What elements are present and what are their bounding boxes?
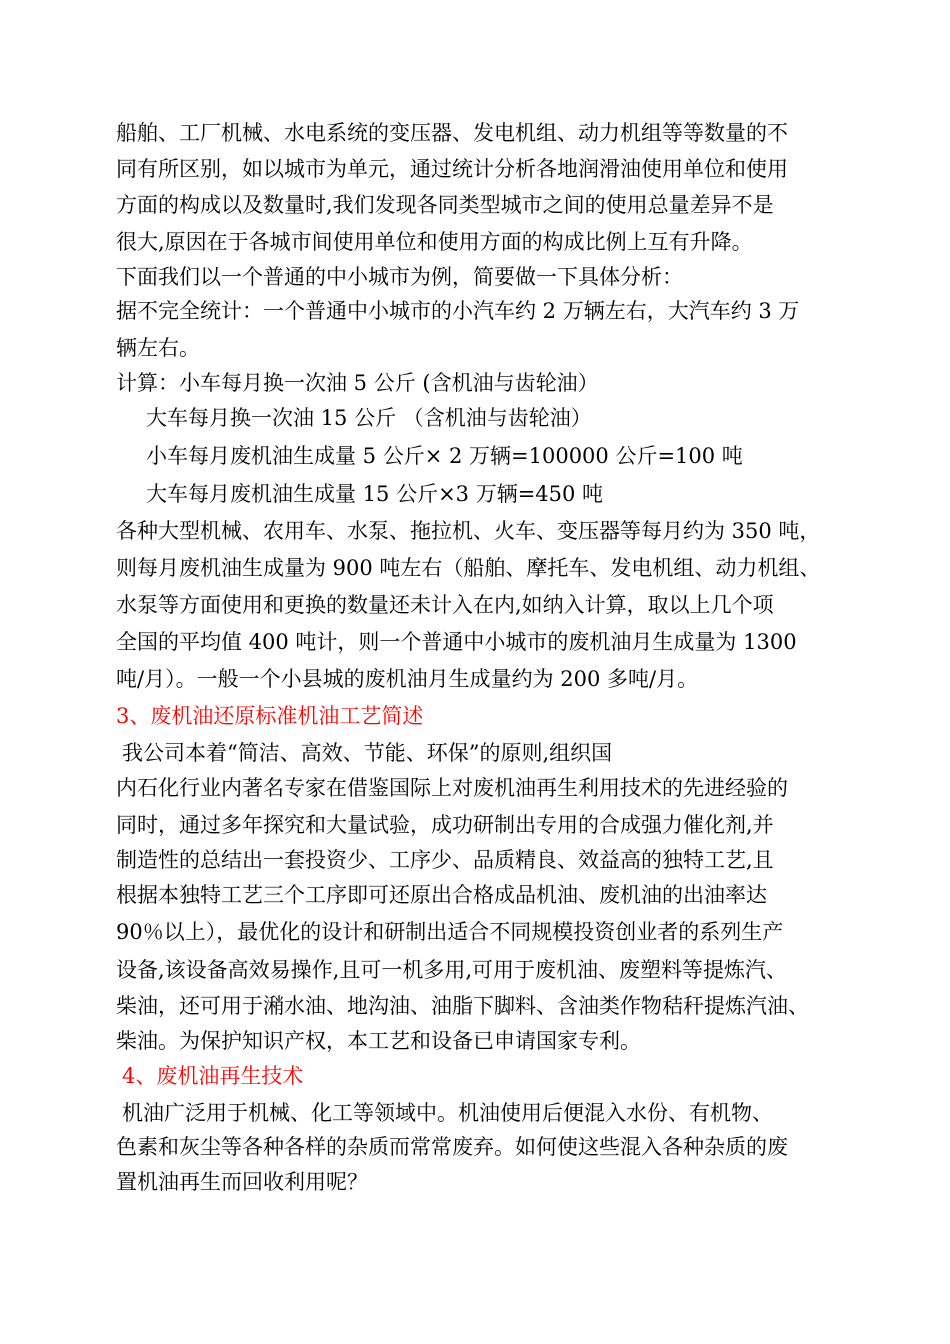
paragraph-line: 很大,原因在于各城市间使用单位和使用方面的构成比例上互有升降。 — [116, 230, 753, 254]
paragraph-line: 同时，通过多年探究和大量试验，成功研制出专用的合成强力催化剂,并 — [116, 813, 774, 837]
paragraph-line: 同有所区别，如以城市为单元，通过统计分析各地润滑油使用单位和使用 — [116, 157, 788, 181]
calc-line: 大车每月换一次油 15 公斤 （含机油与齿轮油） — [146, 406, 592, 430]
calc-line: 小车每月废机油生成量 5 公斤× 2 万辆=100000 公斤=100 吨 — [146, 444, 743, 468]
paragraph-line: 各种大型机械、农用车、水泵、拖拉机、火车、变压器等每月约为 350 吨， — [116, 519, 821, 543]
paragraph-line: 柴油。为保护知识产权，本工艺和设备已申请国家专利。 — [116, 1029, 641, 1053]
section-heading: 3、废机油还原标准机油工艺简述 — [116, 704, 424, 728]
section-heading: 4、废机油再生技术 — [122, 1064, 304, 1088]
paragraph-line: 柴油，还可用于潲水油、地沟油、油脂下脚料、含油类作物秸秆提炼汽油、 — [116, 994, 809, 1018]
paragraph-line: 水泵等方面使用和更换的数量还未计入在内,如纳入计算，取以上几个项 — [116, 593, 774, 617]
paragraph-line: 全国的平均值 400 吨计，则一个普通中小城市的废机油月生成量为 1300 — [116, 630, 797, 654]
paragraph-line: 吨/月）。一般一个小县城的废机油月生成量约为 200 多吨/月。 — [116, 667, 699, 691]
paragraph-line: 据不完全统计：一个普通中小城市的小汽车约 2 万辆左右，大汽车约 3 万 — [116, 299, 800, 323]
paragraph-line: 则每月废机油生成量为 900 吨左右（船舶、摩托车、发电机组、动力机组、 — [116, 556, 821, 580]
paragraph-line: 制造性的总结出一套投资少、工序少、品质精良、效益高的独特工艺,且 — [116, 848, 774, 872]
paragraph-line: 色素和灰尘等各种各样的杂质而常常废弃。如何使这些混入各种杂质的废 — [116, 1135, 788, 1159]
paragraph-line: 置机油再生而回收利用呢？ — [116, 1170, 368, 1194]
paragraph-line: 设备,该设备高效易操作,且可一机多用,可用于废机油、废塑料等提炼汽、 — [116, 958, 788, 982]
paragraph-line: 下面我们以一个普通的中小城市为例，简要做一下具体分析： — [116, 265, 683, 289]
paragraph-line: 机油广泛用于机械、化工等领域中。机油使用后便混入水份、有机物、 — [122, 1101, 773, 1125]
calc-line: 计算：小车每月换一次油 5 公斤 (含机油与齿轮油） — [116, 371, 599, 395]
paragraph-line: 辆左右。 — [116, 336, 200, 360]
paragraph-line: 我公司本着“简洁、高效、节能、环保”的原则,组织国 — [122, 741, 613, 765]
paragraph-line: 90％以上），最优化的设计和研制出适合不同规模投资创业者的系列生产 — [116, 920, 784, 944]
paragraph-line: 根据本独特工艺三个工序即可还原出合格成品机油、废机油的出油率达 — [116, 883, 767, 907]
paragraph-line: 内石化行业内著名专家在借鉴国际上对废机油再生利用技术的先进经验的 — [116, 776, 788, 800]
paragraph-line: 船舶、工厂机械、水电系统的变压器、发电机组、动力机组等等数量的不 — [116, 121, 788, 145]
calc-line: 大车每月废机油生成量 15 公斤×3 万辆=450 吨 — [146, 482, 604, 506]
paragraph-line: 方面的构成以及数量时,我们发现各同类型城市之间的使用总量差异不是 — [116, 193, 774, 217]
